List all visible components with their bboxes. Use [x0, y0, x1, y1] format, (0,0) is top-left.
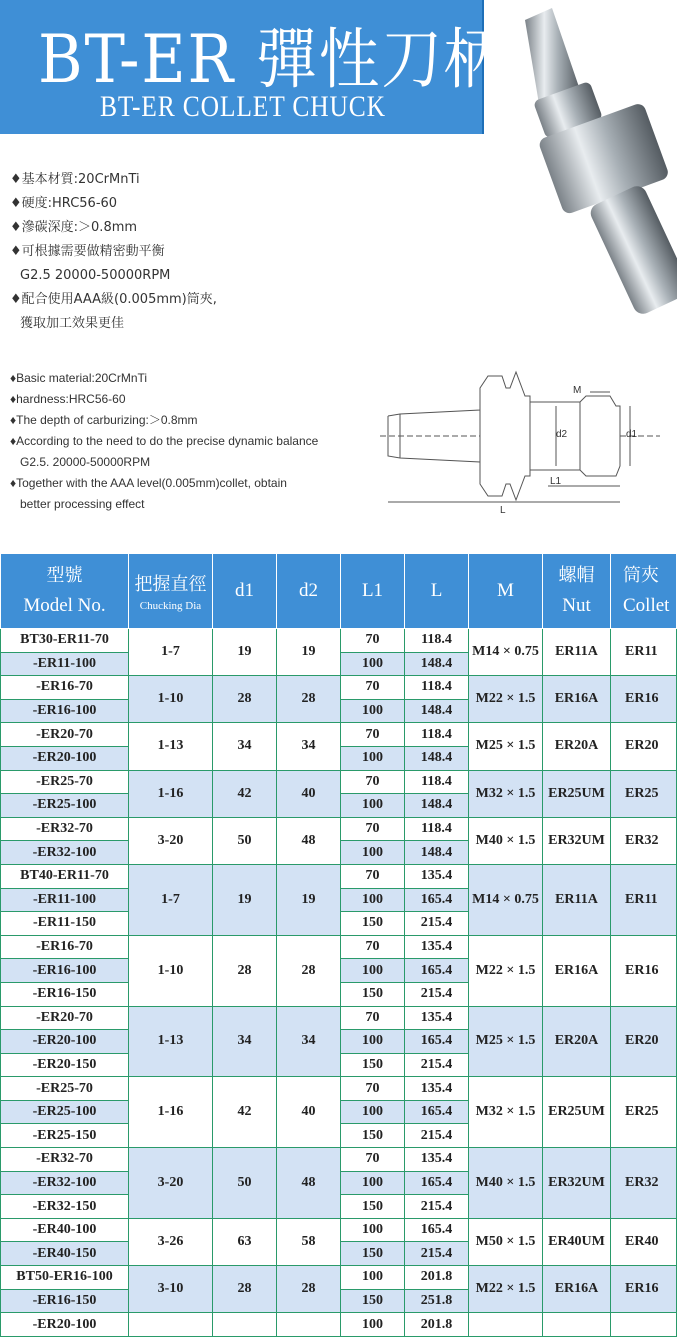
cell-l: 148.4 [405, 794, 469, 818]
cell-collet: ER32 [611, 817, 677, 864]
cell-l: 135.4 [405, 1148, 469, 1172]
spec-en-balance-rpm: G2.5. 20000-50000RPM [20, 455, 151, 469]
cell-collet: ER11 [611, 629, 677, 676]
table-row [1, 1266, 677, 1290]
cell-l1: 70 [341, 676, 405, 700]
table-row [1, 864, 677, 888]
cell-chucking-dia: 3-20 [129, 817, 213, 864]
cell-model: -ER16-70 [1, 676, 129, 700]
cell-d1: 42 [213, 770, 277, 817]
cell-d1: 28 [213, 935, 277, 1006]
specs-english [10, 368, 318, 515]
cell-l1: 70 [341, 1006, 405, 1030]
cell-d2: 34 [277, 1006, 341, 1077]
cell-d1: 34 [213, 723, 277, 770]
cell-l1: 70 [341, 1077, 405, 1101]
spec-table [0, 553, 677, 1337]
header-m: M [469, 554, 543, 629]
cell-model: -ER32-100 [1, 841, 129, 865]
cell-nut: ER20A [543, 1006, 611, 1077]
spec-cn-balance: ♦可根據需要做精密動平衡 [10, 244, 165, 259]
spec-cn-collet: ♦配合使用AAA級(0.005mm)筒夾, [10, 292, 217, 307]
header-chucking-dia: 把握直徑 Chucking Dia [129, 554, 213, 629]
cell-model: -ER11-100 [1, 888, 129, 912]
table-row [1, 1313, 677, 1337]
cell-collet: ER20 [611, 1006, 677, 1077]
cell-model: -ER16-70 [1, 935, 129, 959]
cell-m: M22 × 1.5 [469, 935, 543, 1006]
cell-collet: ER32 [611, 1148, 677, 1219]
cell-l: 148.4 [405, 652, 469, 676]
cell-d1: 19 [213, 629, 277, 676]
cell-d2: 28 [277, 676, 341, 723]
table-row [1, 770, 677, 794]
cell-nut: ER16A [543, 1266, 611, 1313]
cell-l: 165.4 [405, 888, 469, 912]
cell-collet: ER11 [611, 864, 677, 935]
spec-cn-collet-effect: 獲取加工效果更佳 [20, 316, 125, 331]
cell-l: 215.4 [405, 1053, 469, 1077]
cell-l1: 70 [341, 723, 405, 747]
cell-m: M22 × 1.5 [469, 676, 543, 723]
cell-d2: 48 [277, 1148, 341, 1219]
cell-model: -ER20-100 [1, 1030, 129, 1054]
spec-en-hardness: ♦hardness:HRC56-60 [10, 392, 126, 406]
cell-l1: 70 [341, 1148, 405, 1172]
cell-m: M40 × 1.5 [469, 1148, 543, 1219]
cell-model: -ER11-100 [1, 652, 129, 676]
cell-model: BT40-ER11-70 [1, 864, 129, 888]
cell-model: -ER40-100 [1, 1218, 129, 1242]
cell-l: 118.4 [405, 676, 469, 700]
cell-l: 165.4 [405, 1218, 469, 1242]
product-photo [500, 0, 660, 330]
cell-d1: 42 [213, 1077, 277, 1148]
cell-d1: 50 [213, 817, 277, 864]
cell-l1: 70 [341, 817, 405, 841]
cell-m: M25 × 1.5 [469, 723, 543, 770]
cell-l: 165.4 [405, 959, 469, 983]
cell-l: 215.4 [405, 1124, 469, 1148]
cell-l1: 100 [341, 1171, 405, 1195]
cell-l1: 100 [341, 746, 405, 770]
cell-nut: ER16A [543, 935, 611, 1006]
cell-chucking-dia: 1-13 [129, 1006, 213, 1077]
table-row [1, 1148, 677, 1172]
spec-cn-balance-rpm: G2.5 20000-50000RPM [20, 268, 171, 283]
cell-m: M32 × 1.5 [469, 770, 543, 817]
cell-m: M22 × 1.5 [469, 1266, 543, 1313]
cell-m [469, 1313, 543, 1337]
table-header [1, 554, 677, 629]
cell-l: 135.4 [405, 935, 469, 959]
cell-d1: 50 [213, 1148, 277, 1219]
cell-l1: 100 [341, 1218, 405, 1242]
cell-nut: ER32UM [543, 1148, 611, 1219]
table-row [1, 1077, 677, 1101]
cell-l: 251.8 [405, 1289, 469, 1313]
cell-collet [611, 1313, 677, 1337]
cell-l: 118.4 [405, 723, 469, 747]
cell-l1: 100 [341, 652, 405, 676]
cell-chucking-dia: 3-20 [129, 1148, 213, 1219]
cell-l: 118.4 [405, 770, 469, 794]
cell-d2 [277, 1313, 341, 1337]
cell-d2: 34 [277, 723, 341, 770]
cell-chucking-dia: 3-26 [129, 1218, 213, 1265]
cell-nut: ER25UM [543, 1077, 611, 1148]
cell-m: M50 × 1.5 [469, 1218, 543, 1265]
table-body [1, 629, 677, 1337]
cell-d1: 28 [213, 676, 277, 723]
diagram-label-d1: d1 [626, 429, 638, 440]
spec-en-carburizing: ♦The depth of carburizing:＞0.8mm [10, 413, 198, 427]
cell-chucking-dia: 1-7 [129, 864, 213, 935]
cell-d1: 34 [213, 1006, 277, 1077]
spec-en-collet: ♦Together with the AAA level(0.005mm)collet, obtain [10, 476, 287, 490]
cell-l: 135.4 [405, 1077, 469, 1101]
cell-chucking-dia: 1-16 [129, 770, 213, 817]
cell-d2: 40 [277, 770, 341, 817]
cell-chucking-dia [129, 1313, 213, 1337]
spec-en-material: ♦Basic material:20CrMnTi [10, 371, 148, 385]
cell-m: M25 × 1.5 [469, 1006, 543, 1077]
title-banner [0, 0, 507, 134]
cell-m: M32 × 1.5 [469, 1077, 543, 1148]
cell-chucking-dia: 1-16 [129, 1077, 213, 1148]
cell-model: -ER20-70 [1, 1006, 129, 1030]
cell-l1: 70 [341, 935, 405, 959]
cell-nut: ER11A [543, 629, 611, 676]
cell-l1: 100 [341, 959, 405, 983]
table-row [1, 935, 677, 959]
cell-l1: 100 [341, 888, 405, 912]
cell-l: 215.4 [405, 1242, 469, 1266]
cell-l1: 100 [341, 1266, 405, 1290]
cell-l: 118.4 [405, 629, 469, 653]
cell-d2: 19 [277, 864, 341, 935]
header-l1: L1 [341, 554, 405, 629]
header-d1: d1 [213, 554, 277, 629]
spec-en-balance: ♦According to the need to do the precise dynamic balance [10, 434, 319, 448]
cell-collet: ER16 [611, 935, 677, 1006]
cell-model: -ER20-100 [1, 746, 129, 770]
cell-l: 215.4 [405, 1195, 469, 1219]
header-nut: 螺帽 Nut [543, 554, 611, 629]
cell-model: BT30-ER11-70 [1, 629, 129, 653]
spec-cn-material: ♦基本材質:20CrMnTi [10, 172, 140, 187]
cell-model: -ER32-100 [1, 1171, 129, 1195]
cell-d2: 40 [277, 1077, 341, 1148]
specs-chinese [10, 168, 217, 336]
cell-collet: ER16 [611, 1266, 677, 1313]
cell-model: -ER20-100 [1, 1313, 129, 1337]
cell-l: 148.4 [405, 699, 469, 723]
cell-chucking-dia: 1-10 [129, 935, 213, 1006]
spec-en-collet-effect: better processing effect [20, 497, 145, 511]
cell-nut: ER16A [543, 676, 611, 723]
cell-model: -ER16-100 [1, 699, 129, 723]
cell-l: 135.4 [405, 1006, 469, 1030]
cell-model: -ER25-150 [1, 1124, 129, 1148]
cell-d1: 63 [213, 1218, 277, 1265]
cell-chucking-dia: 1-13 [129, 723, 213, 770]
cell-chucking-dia: 1-7 [129, 629, 213, 676]
cell-l: 201.8 [405, 1313, 469, 1337]
cell-m: M14 × 0.75 [469, 629, 543, 676]
page-title: BT-ER 彈性刀柄 [38, 21, 507, 98]
cell-l: 118.4 [405, 817, 469, 841]
cell-l: 148.4 [405, 841, 469, 865]
spec-cn-hardness: ♦硬度:HRC56-60 [10, 196, 118, 211]
diagram-label-m: M [573, 385, 582, 396]
cell-l: 165.4 [405, 1030, 469, 1054]
cell-l1: 150 [341, 1124, 405, 1148]
cell-l: 148.4 [405, 746, 469, 770]
technical-drawing [380, 366, 660, 520]
cell-collet: ER20 [611, 723, 677, 770]
cell-d1: 19 [213, 864, 277, 935]
table-row [1, 1218, 677, 1242]
cell-nut: ER25UM [543, 770, 611, 817]
cell-l: 165.4 [405, 1100, 469, 1124]
cell-d2: 48 [277, 817, 341, 864]
cell-l1: 150 [341, 1053, 405, 1077]
page-subtitle: BT-ER COLLET CHUCK [100, 90, 386, 123]
cell-model: -ER25-70 [1, 1077, 129, 1101]
table-row [1, 817, 677, 841]
cell-l1: 150 [341, 1242, 405, 1266]
cell-model: -ER40-150 [1, 1242, 129, 1266]
cell-nut: ER32UM [543, 817, 611, 864]
cell-model: -ER16-100 [1, 959, 129, 983]
cell-model: -ER16-150 [1, 982, 129, 1006]
cell-collet: ER25 [611, 770, 677, 817]
cell-collet: ER25 [611, 1077, 677, 1148]
cell-model: -ER16-150 [1, 1289, 129, 1313]
cell-model: -ER32-70 [1, 1148, 129, 1172]
cell-l1: 100 [341, 794, 405, 818]
cell-l1: 100 [341, 1100, 405, 1124]
cell-l1: 100 [341, 699, 405, 723]
cell-l1: 100 [341, 1313, 405, 1337]
cell-l1: 150 [341, 1289, 405, 1313]
cell-l: 135.4 [405, 864, 469, 888]
cell-l1: 70 [341, 770, 405, 794]
cell-model: -ER32-70 [1, 817, 129, 841]
cell-d2: 28 [277, 1266, 341, 1313]
diagram-label-l: L [500, 505, 506, 516]
cell-nut: ER11A [543, 864, 611, 935]
cell-l1: 150 [341, 912, 405, 936]
cell-l: 215.4 [405, 982, 469, 1006]
cell-l1: 70 [341, 864, 405, 888]
cell-model: -ER25-100 [1, 794, 129, 818]
table-row [1, 1006, 677, 1030]
cell-d1 [213, 1313, 277, 1337]
cell-d2: 19 [277, 629, 341, 676]
cell-model: -ER11-150 [1, 912, 129, 936]
cell-nut: ER40UM [543, 1218, 611, 1265]
diagram-label-l1: L1 [550, 476, 562, 487]
cell-d2: 28 [277, 935, 341, 1006]
cell-l1: 150 [341, 982, 405, 1006]
cell-d2: 58 [277, 1218, 341, 1265]
cell-model: -ER20-70 [1, 723, 129, 747]
cell-m: M40 × 1.5 [469, 817, 543, 864]
cell-collet: ER16 [611, 676, 677, 723]
cell-model: -ER25-100 [1, 1100, 129, 1124]
cell-model: -ER25-70 [1, 770, 129, 794]
cell-model: -ER32-150 [1, 1195, 129, 1219]
header-d2: d2 [277, 554, 341, 629]
cell-m: M14 × 0.75 [469, 864, 543, 935]
cell-l: 215.4 [405, 912, 469, 936]
cell-l1: 100 [341, 1030, 405, 1054]
cell-l1: 70 [341, 629, 405, 653]
table-row [1, 629, 677, 653]
cell-nut: ER20A [543, 723, 611, 770]
table-row [1, 723, 677, 747]
cell-nut [543, 1313, 611, 1337]
cell-chucking-dia: 1-10 [129, 676, 213, 723]
cell-l: 201.8 [405, 1266, 469, 1290]
cell-collet: ER40 [611, 1218, 677, 1265]
cell-model: -ER20-150 [1, 1053, 129, 1077]
cell-d1: 28 [213, 1266, 277, 1313]
cell-chucking-dia: 3-10 [129, 1266, 213, 1313]
header-collet: 筒夾 Collet [611, 554, 677, 629]
header-l: L [405, 554, 469, 629]
header-model: 型號 Model No. [1, 554, 129, 629]
spec-cn-carburizing: ♦滲碳深度:＞0.8mm [10, 220, 138, 235]
cell-model: BT50-ER16-100 [1, 1266, 129, 1290]
table-row [1, 676, 677, 700]
cell-l: 165.4 [405, 1171, 469, 1195]
diagram-label-d2: d2 [556, 429, 568, 440]
cell-l1: 100 [341, 841, 405, 865]
cell-l1: 150 [341, 1195, 405, 1219]
